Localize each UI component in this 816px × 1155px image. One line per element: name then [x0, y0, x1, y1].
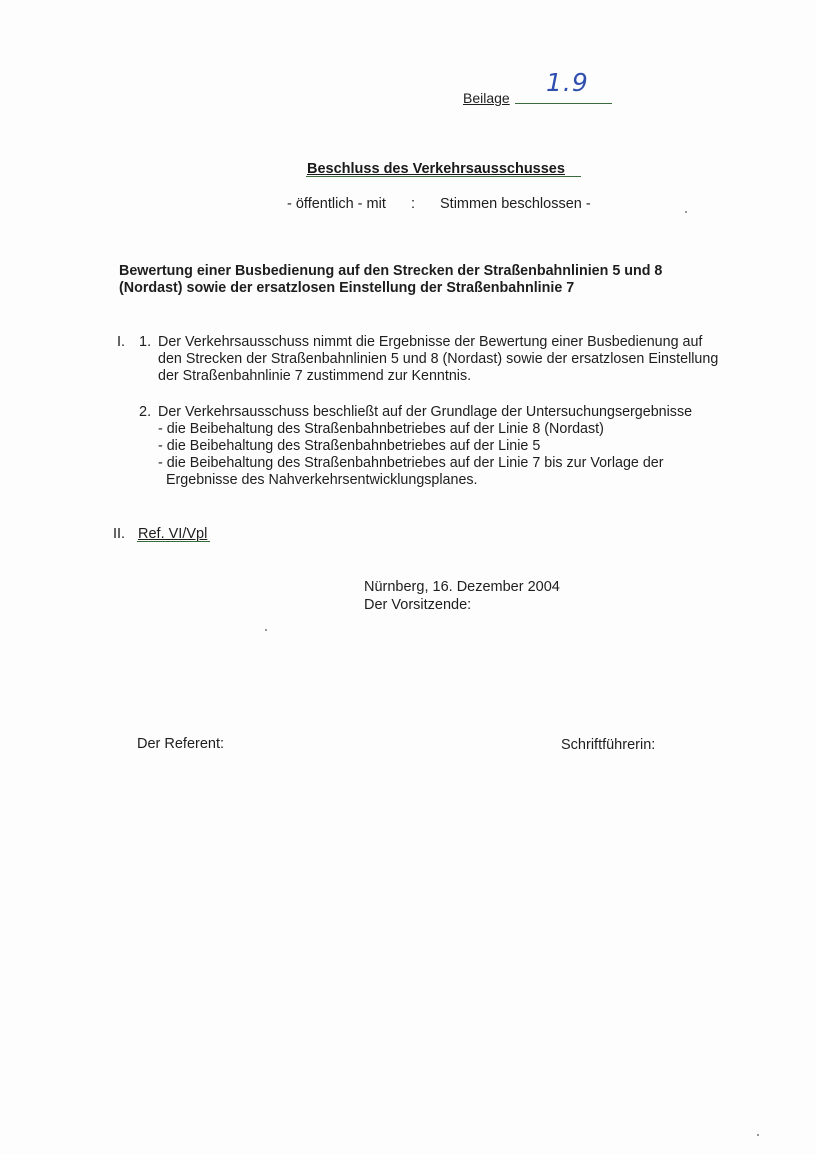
item-2-bullet-3: - die Beibehaltung des Straßenbahnbetriebes auf der Linie 7 bis zur Vorlage der: [158, 455, 664, 471]
scan-speck: [265, 629, 267, 631]
ref-underline: [137, 541, 210, 542]
page-title: Beschluss des Verkehrsausschusses: [307, 161, 565, 177]
item-2-bullet-3-cont: Ergebnisse des Nahverkehrsentwicklungsplanes.: [166, 472, 478, 488]
item-2-bullet-2: - die Beibehaltung des Straßenbahnbetriebes auf der Linie 5: [158, 438, 541, 454]
item-1-number: 1.: [139, 334, 152, 350]
scan-speck: [685, 211, 687, 213]
item-1-line-1: Der Verkehrsausschuss nimmt die Ergebnisse der Bewertung einer Busbedienung auf: [158, 334, 703, 350]
subtitle-votes: Stimmen beschlossen -: [440, 196, 591, 212]
item-1-line-3: der Straßenbahnlinie 7 zustimmend zur Kenntnis.: [158, 368, 472, 384]
subject-heading: [119, 263, 739, 297]
item-2-text: [158, 404, 768, 489]
subject-line-2: (Nordast) sowie der ersatzlosen Einstellung der Straßenbahnlinie 7: [119, 280, 575, 296]
item-2-intro: Der Verkehrsausschuss beschließt auf der Grundlage der Untersuchungsergebnisse: [158, 404, 693, 420]
chair-label: Der Vorsitzende:: [364, 597, 472, 613]
subject-line-1: Bewertung einer Busbedienung auf den Strecken der Straßenbahnlinien 5 und 8: [119, 263, 663, 279]
section-1-numeral: I.: [117, 334, 126, 350]
subtitle-public: - öffentlich - mit: [287, 196, 386, 212]
section-2-numeral: II.: [113, 526, 126, 542]
secretary-label: Schriftführerin:: [561, 737, 656, 753]
subtitle-colon: :: [411, 196, 416, 212]
section-2-ref: Ref. VI/Vpl: [138, 526, 208, 542]
referent-label: Der Referent:: [137, 736, 225, 752]
place-date: Nürnberg, 16. Dezember 2004: [364, 579, 560, 595]
item-1-text: [158, 334, 768, 385]
item-2-number: 2.: [139, 404, 152, 420]
beilage-underline: [515, 103, 612, 104]
title-underline: [306, 176, 581, 177]
item-1-line-2: den Strecken der Straßenbahnlinien 5 und 8 (Nordast) sowie der ersatzlosen Einstellung: [158, 351, 719, 367]
beilage-label: Beilage: [463, 90, 510, 106]
scan-speck: [757, 1134, 759, 1136]
beilage-number-handwritten: 1.9: [546, 68, 589, 97]
item-2-bullet-1: - die Beibehaltung des Straßenbahnbetriebes auf der Linie 8 (Nordast): [158, 421, 604, 437]
